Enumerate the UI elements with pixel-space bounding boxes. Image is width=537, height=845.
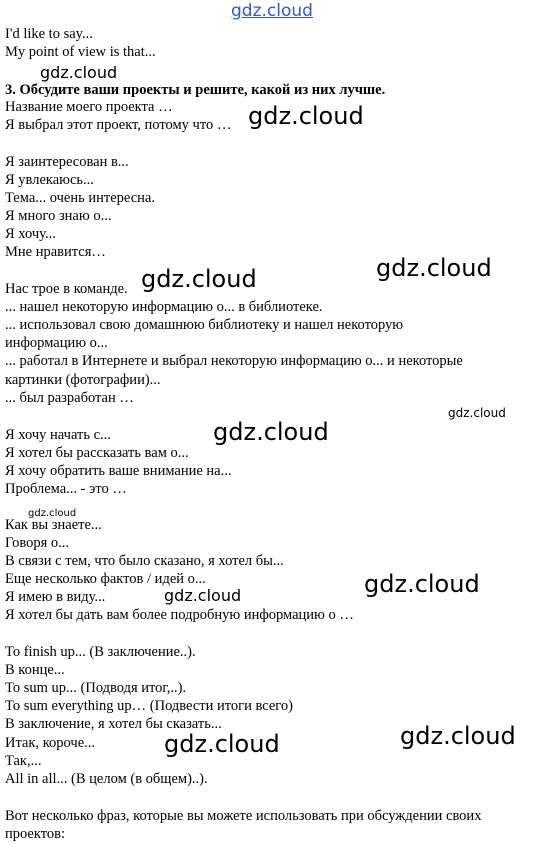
phrase-line: Проблема... - это … xyxy=(5,481,127,497)
phrase-line: ... работал в Интернете и выбрал некоторую информацию о... и некоторые xyxy=(5,353,463,369)
watermark: gdz.cloud xyxy=(376,254,492,282)
watermark: gdz.cloud xyxy=(40,63,118,82)
phrase-line: Я выбрал этот проект, потому что … xyxy=(5,117,232,133)
phrase-line: My point of view is that... xyxy=(5,44,156,60)
phrase-line: Я имею в виду... xyxy=(5,589,106,605)
phrase-line: To sum everything up… (Подвести итоги всего) xyxy=(5,698,293,714)
watermark: gdz.cloud xyxy=(400,722,516,750)
phrase-line: All in all... (В целом (в общем)..). xyxy=(5,771,208,787)
phrase-line: ... был разработан … xyxy=(5,390,134,406)
watermark: gdz.cloud xyxy=(141,265,257,293)
exercise-heading: 3. Обсудите ваши проекты и решите, какой из них лучше. xyxy=(5,82,386,98)
watermark: gdz.cloud xyxy=(164,730,280,758)
phrase-line: Еще несколько фактов / идей о... xyxy=(5,571,206,587)
phrase-line: Я хотел бы дать вам более подробную информацию о … xyxy=(5,607,354,623)
phrase-line: To sum up... (Подводя итог,..). xyxy=(5,680,187,696)
phrase-line: Тема... очень интересна. xyxy=(5,190,155,206)
phrase-line: В связи с тем, что было сказано, я хотел бы... xyxy=(5,553,284,569)
watermark-top: gdz.cloud xyxy=(231,1,313,21)
phrase-line: В конце... xyxy=(5,662,65,678)
phrase-line: I'd like to say... xyxy=(5,26,93,42)
watermark: gdz.cloud xyxy=(364,570,480,598)
phrase-line: Название моего проекта … xyxy=(5,99,173,115)
phrase-line: Я хочу обратить ваше внимание на... xyxy=(5,463,232,479)
phrase-line: В заключение, я хотел бы сказать... xyxy=(5,716,222,732)
phrase-line: Итак, короче... xyxy=(5,735,96,751)
watermark: gdz.cloud xyxy=(213,418,329,446)
phrase-line: Так,... xyxy=(5,753,42,769)
phrase-line: Нас трое в команде. xyxy=(5,281,128,297)
phrase-line: Я хочу начать с... xyxy=(5,427,111,443)
phrase-line: ... использовал свою домашнюю библиотеку и нашел некоторую xyxy=(5,317,404,333)
watermark: gdz.cloud xyxy=(28,508,77,519)
phrase-line: Я хочу... xyxy=(5,226,56,242)
phrase-line: информацию о... xyxy=(5,335,108,351)
phrase-line: проектов: xyxy=(5,826,65,842)
watermark: gdz.cloud xyxy=(248,102,364,130)
watermark: gdz.cloud xyxy=(448,406,506,420)
phrase-line: Мне нравится… xyxy=(5,244,106,260)
phrase-line: Я заинтересован в... xyxy=(5,154,129,170)
phrase-line: ... нашел некоторую информацию о... в библиотеке. xyxy=(5,299,323,315)
watermark: gdz.cloud xyxy=(164,586,242,605)
phrase-line: Я хотел бы рассказать вам о... xyxy=(5,445,189,461)
phrase-line: Говоря о... xyxy=(5,535,70,551)
phrase-line: Вот несколько фраз, которые вы можете использовать при обсуждении своих xyxy=(5,808,482,824)
phrase-line: Я увлекаюсь... xyxy=(5,172,94,188)
phrase-line: Как вы знаете... xyxy=(5,517,102,533)
phrase-line: Я много знаю о... xyxy=(5,208,112,224)
phrase-line: картинки (фотографии)... xyxy=(5,372,161,388)
phrase-line: To finish up... (В заключение..). xyxy=(5,644,196,660)
